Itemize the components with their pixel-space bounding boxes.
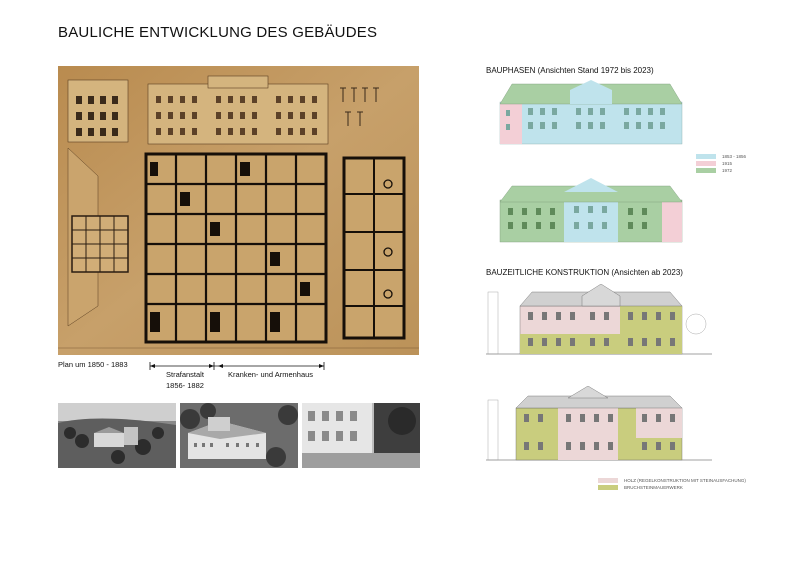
legend-swatch xyxy=(696,161,716,166)
bauphasen-elevation-front xyxy=(498,80,684,146)
legend-swatch xyxy=(696,154,716,159)
street-photo xyxy=(302,403,420,468)
bauphasen-elevation-rear xyxy=(498,178,684,244)
label-kranken-armenhaus: Kranken- und Armenhaus xyxy=(228,370,314,379)
bauphasen-legend xyxy=(696,154,746,173)
aerial-photo-2 xyxy=(180,403,298,468)
konstruktion-elevation-rear xyxy=(486,386,712,466)
legend-label: 1972 xyxy=(722,168,733,173)
legend-swatch xyxy=(598,485,618,490)
legend-swatch xyxy=(598,478,618,483)
legend-item xyxy=(696,161,746,166)
legend-label: 1853 - 1856 xyxy=(722,154,747,159)
legend-item xyxy=(598,478,746,483)
legend-label: BRUCHSTEINMAUERWERK xyxy=(624,485,683,490)
label-strafanstalt-years: 1856- 1882 xyxy=(166,381,204,390)
aerial-photo-1 xyxy=(58,403,176,468)
legend-item xyxy=(696,168,746,173)
label-strafanstalt: Strafanstalt xyxy=(166,370,204,379)
legend-swatch xyxy=(696,168,716,173)
legend-label: 1915 xyxy=(722,161,733,166)
historical-floor-plan xyxy=(58,66,419,355)
legend-item xyxy=(598,485,746,490)
konstruktion-elevation-front xyxy=(486,284,712,364)
konstruktion-title: BAUZEITLICHE KONSTRUKTION (Ansichten ab 2023) xyxy=(486,268,683,277)
konstruktion-legend xyxy=(598,478,746,490)
bauphasen-title: BAUPHASEN (Ansichten Stand 1972 bis 2023) xyxy=(486,66,654,75)
page-title: BAULICHE ENTWICKLUNG DES GEBÄUDES xyxy=(58,24,378,41)
legend-item xyxy=(696,154,746,159)
legend-label: HOLZ (REGELKONSTRUKTION MIT STEINAUSFACHUNG) xyxy=(624,478,746,483)
plan-caption: Plan um 1850 - 1883 xyxy=(58,360,128,369)
